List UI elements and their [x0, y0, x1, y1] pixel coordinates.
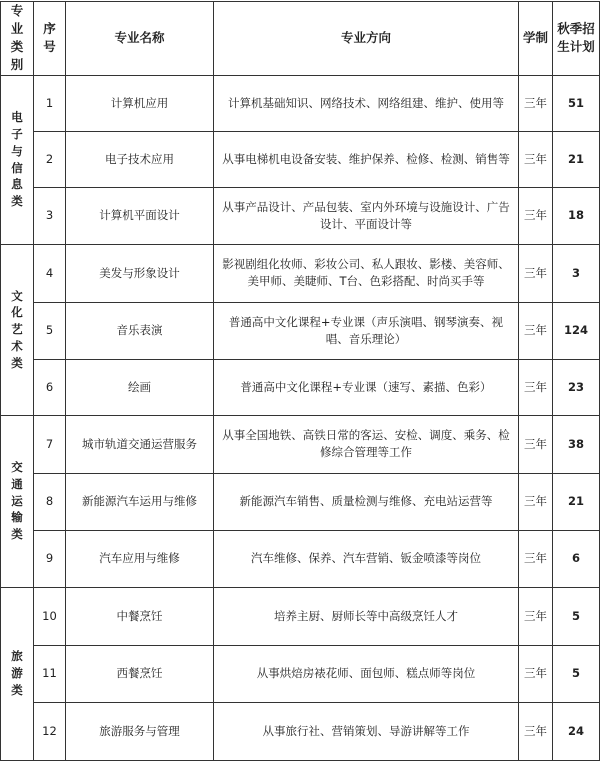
- plan-count: 3: [553, 244, 600, 302]
- row-index: 1: [34, 75, 66, 131]
- plan-count: 51: [553, 75, 600, 131]
- table-row: [1, 131, 600, 187]
- plan-count: 24: [553, 702, 600, 760]
- table-row: [1, 587, 600, 645]
- table-row: [1, 302, 600, 359]
- major-name: 电子技术应用: [66, 131, 214, 187]
- row-index: 10: [34, 587, 66, 645]
- header-major: 专业名称: [66, 2, 214, 76]
- plan-count: 23: [553, 359, 600, 415]
- table-row: [1, 530, 600, 587]
- plan-count: 18: [553, 187, 600, 244]
- header-row: [1, 2, 600, 76]
- table-row: [1, 473, 600, 530]
- plan-count: 21: [553, 473, 600, 530]
- plan-count: 124: [553, 302, 600, 359]
- major-name: 中餐烹饪: [66, 587, 214, 645]
- row-index: 9: [34, 530, 66, 587]
- plan-count: 5: [553, 645, 600, 702]
- major-name: 西餐烹饪: [66, 645, 214, 702]
- duration: 三年: [519, 702, 553, 760]
- header-index: 序号: [34, 2, 66, 76]
- header-duration: 学制: [519, 2, 553, 76]
- major-direction: 计算机基础知识、网络技术、网络组建、维护、使用等: [214, 75, 519, 131]
- major-direction: 汽车维修、保养、汽车营销、钣金喷漆等岗位: [214, 530, 519, 587]
- major-direction: 从事电梯机电设备安装、维护保养、检修、检测、销售等: [214, 131, 519, 187]
- major-name: 绘画: [66, 359, 214, 415]
- row-index: 6: [34, 359, 66, 415]
- plan-count: 5: [553, 587, 600, 645]
- duration: 三年: [519, 645, 553, 702]
- major-name: 城市轨道交通运营服务: [66, 415, 214, 473]
- duration: 三年: [519, 530, 553, 587]
- plan-count: 6: [553, 530, 600, 587]
- enrollment-plan-table: [0, 1, 600, 761]
- duration: 三年: [519, 244, 553, 302]
- duration: 三年: [519, 75, 553, 131]
- major-direction: 普通高中文化课程+专业课（速写、素描、色彩）: [214, 359, 519, 415]
- row-index: 8: [34, 473, 66, 530]
- header-plan: 秋季招生计划: [553, 2, 600, 76]
- major-name: 汽车应用与维修: [66, 530, 214, 587]
- major-direction: 从事烘焙房裱花师、面包师、糕点师等岗位: [214, 645, 519, 702]
- table-row: [1, 645, 600, 702]
- major-direction: 普通高中文化课程+专业课（声乐演唱、钢琴演奏、视唱、音乐理论）: [214, 302, 519, 359]
- major-direction: 培养主厨、厨师长等中高级烹饪人才: [214, 587, 519, 645]
- duration: 三年: [519, 473, 553, 530]
- header-direction: 专业方向: [214, 2, 519, 76]
- table-row: [1, 244, 600, 302]
- plan-count: 21: [553, 131, 600, 187]
- duration: 三年: [519, 587, 553, 645]
- major-name: 计算机平面设计: [66, 187, 214, 244]
- plan-count: 38: [553, 415, 600, 473]
- category-cell: 旅 游 类: [1, 587, 34, 760]
- major-direction: 从事产品设计、产品包装、室内外环境与设施设计、广告设计、平面设计等: [214, 187, 519, 244]
- row-index: 7: [34, 415, 66, 473]
- duration: 三年: [519, 415, 553, 473]
- table-row: [1, 187, 600, 244]
- duration: 三年: [519, 302, 553, 359]
- header-category: 专业类别: [1, 2, 34, 76]
- major-direction: 影视剧组化妆师、彩妆公司、私人跟妆、影楼、美容师、美甲师、美睫师、T台、色彩搭配、时尚买手等: [214, 244, 519, 302]
- row-index: 3: [34, 187, 66, 244]
- table-row: [1, 415, 600, 473]
- row-index: 5: [34, 302, 66, 359]
- major-direction: 新能源汽车销售、质量检测与维修、充电站运营等: [214, 473, 519, 530]
- row-index: 11: [34, 645, 66, 702]
- table-row: [1, 75, 600, 131]
- table-row: [1, 359, 600, 415]
- category-cell: 电 子 与 信 息 类: [1, 75, 34, 244]
- major-direction: 从事旅行社、营销策划、导游讲解等工作: [214, 702, 519, 760]
- major-name: 美发与形象设计: [66, 244, 214, 302]
- duration: 三年: [519, 359, 553, 415]
- major-direction: 从事全国地铁、高铁日常的客运、安检、调度、乘务、检修综合管理等工作: [214, 415, 519, 473]
- row-index: 4: [34, 244, 66, 302]
- category-cell: 交 通 运 输 类: [1, 415, 34, 587]
- major-name: 音乐表演: [66, 302, 214, 359]
- major-name: 计算机应用: [66, 75, 214, 131]
- major-name: 新能源汽车运用与维修: [66, 473, 214, 530]
- row-index: 12: [34, 702, 66, 760]
- table-row: [1, 702, 600, 760]
- duration: 三年: [519, 187, 553, 244]
- duration: 三年: [519, 131, 553, 187]
- row-index: 2: [34, 131, 66, 187]
- major-name: 旅游服务与管理: [66, 702, 214, 760]
- category-cell: 文 化 艺 术 类: [1, 244, 34, 415]
